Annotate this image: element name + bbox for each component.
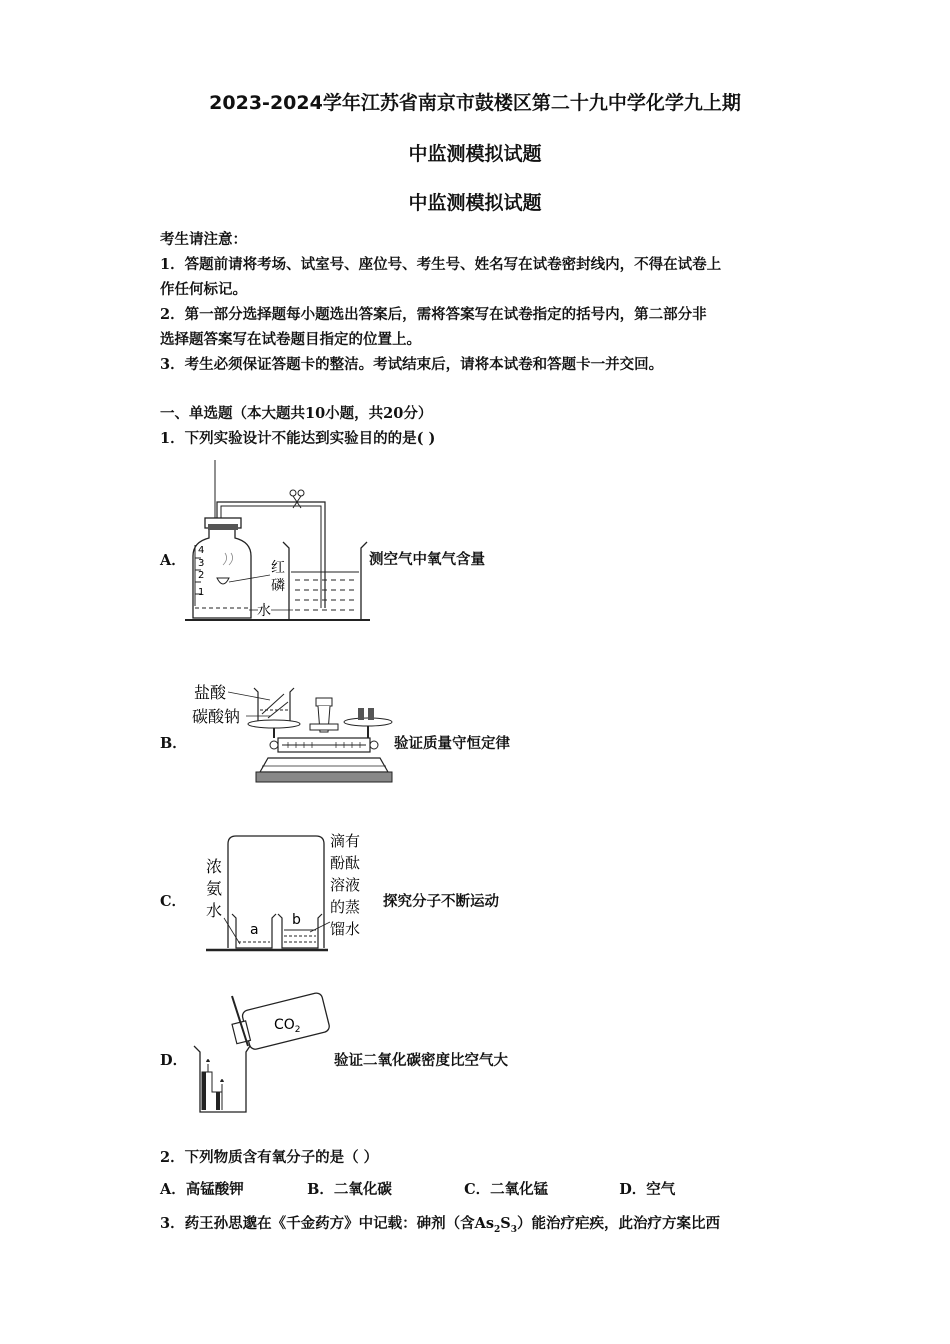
notice-item-2: 2．第一部分选择题每小题选出答案后，需将答案写在试卷指定的括号内，第二部分非 bbox=[160, 306, 707, 323]
phenol-label-1: 滴有 bbox=[330, 832, 361, 850]
phenol-label-4: 的蒸 bbox=[330, 898, 361, 916]
option-d-caption: 验证二氧化碳密度比空气大 bbox=[334, 1052, 508, 1069]
phenol-label-2: 酚酞 bbox=[330, 854, 361, 872]
ammonia-label-3: 水 bbox=[206, 901, 223, 920]
question-1-stem: 1．下列实验设计不能达到实验目的的是( ) bbox=[160, 430, 436, 447]
beaker-b-label: b bbox=[292, 912, 301, 928]
scale-4: 4 bbox=[198, 545, 205, 556]
scale-2: 2 bbox=[198, 570, 205, 581]
option-c-caption: 探究分子不断运动 bbox=[383, 893, 499, 910]
title-line-1: 2023-2024学年江苏省南京市鼓楼区第二十九中学化学九上期 bbox=[209, 92, 741, 114]
question-2-stem: 2．下列物质含有氧分子的是（ ） bbox=[160, 1149, 379, 1166]
water-label: 水 bbox=[257, 603, 271, 619]
ammonia-label-1: 浓 bbox=[206, 857, 223, 876]
red-phosphorus-1: 红 bbox=[271, 560, 285, 576]
scale-1: 1 bbox=[198, 587, 205, 598]
figure-b-balance bbox=[192, 680, 392, 790]
notice-item-1-cont: 作任何标记。 bbox=[160, 281, 247, 298]
co2-label: $CO_2$ bbox=[274, 1017, 301, 1035]
option-b-label: B． bbox=[160, 735, 187, 752]
q2-option-b: B．二氧化碳 bbox=[307, 1181, 392, 1198]
ammonia-label-2: 氨 bbox=[206, 879, 223, 898]
option-a-label: A． bbox=[160, 552, 186, 569]
notice-item-2-cont: 选择题答案写在试卷题目指定的位置上。 bbox=[160, 331, 421, 348]
option-d-label: D． bbox=[160, 1052, 188, 1069]
beaker-a-label: a bbox=[250, 922, 259, 938]
phenol-label-3: 溶液 bbox=[330, 876, 361, 894]
title-line-2: 中监测模拟试题 bbox=[408, 143, 542, 165]
red-phosphorus-2: 磷 bbox=[271, 578, 285, 594]
acid-label: 盐酸 bbox=[194, 683, 227, 702]
q2-option-c: C．二氧化锰 bbox=[464, 1181, 549, 1198]
section-heading: 一、单选题（本大题共10小题，共20分） bbox=[160, 405, 433, 422]
figure-c-molecule-motion bbox=[200, 826, 375, 961]
option-a-caption: 测空气中氧气含量 bbox=[369, 551, 485, 568]
q2-option-d: D．空气 bbox=[619, 1181, 676, 1198]
figure-a-oxygen-apparatus bbox=[185, 460, 370, 630]
question-3-stem: 3．药王孙思邈在《千金药方》中记载：砷剂（含$As_2S_3$）能治疗疟疾，此治疗方案比西 bbox=[160, 1215, 721, 1235]
notice-item-1: 1．答题前请将考场、试室号、座位号、考生号、姓名写在试卷密封线内，不得在试卷上 bbox=[160, 256, 722, 273]
title-line-3: 中监测模拟试题 bbox=[408, 192, 542, 214]
carbonate-label: 碳酸钠 bbox=[192, 707, 241, 726]
option-b-caption: 验证质量守恒定律 bbox=[394, 735, 510, 752]
notice-item-3: 3．考生必须保证答题卡的整洁。考试结束后，请将本试卷和答题卡一并交回。 bbox=[160, 356, 664, 373]
scale-3: 3 bbox=[198, 558, 205, 569]
notice-heading: 考生请注意： bbox=[160, 231, 247, 248]
figure-d-co2-pouring bbox=[192, 988, 342, 1118]
q2-option-a: A．高锰酸钾 bbox=[160, 1181, 244, 1198]
option-c-label: C． bbox=[160, 893, 187, 910]
phenol-label-5: 馏水 bbox=[330, 920, 361, 938]
question-2-options bbox=[160, 1178, 675, 1199]
